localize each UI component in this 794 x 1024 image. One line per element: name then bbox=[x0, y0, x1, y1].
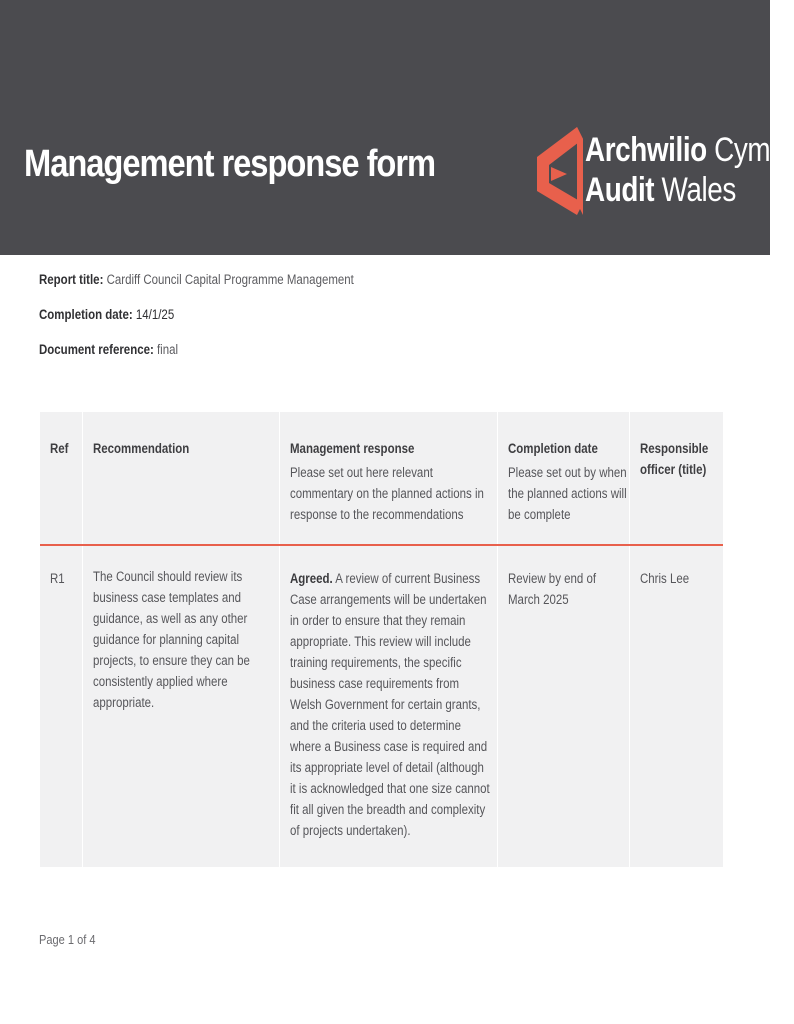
header-responsible-officer-label: Responsible officer (title) bbox=[640, 441, 709, 477]
row-response-text: A review of current Business Case arrangements will be undertaken in order to ensure that they remain appropriate. This review will include training requirements, the specific business case requirements from Welsh Government for certain grants, and the criteria used to determine where a Business case is required and its appropriate level of detail (although it is acknowledged that one size cannot fit all given the breadth and complexity of projects undertaken). bbox=[290, 571, 490, 838]
document-reference-value: final bbox=[156, 342, 179, 357]
logo-cymru: Cymru bbox=[714, 131, 794, 169]
header-completion-date-label: Completion date bbox=[508, 441, 598, 456]
column-divider bbox=[497, 412, 498, 867]
logo-audit: Audit bbox=[585, 171, 655, 209]
header-responsible-officer bbox=[640, 438, 722, 483]
header-management-response-hint: Please set out here relevant commentary on the planned actions in response to the recommendations bbox=[290, 465, 484, 522]
header-recommendation-label: Recommendation bbox=[93, 441, 190, 456]
row-response-agreed: Agreed. bbox=[290, 571, 333, 586]
row-completion-date: Review by end of March 2025 bbox=[508, 571, 597, 607]
completion-date-value: 14/1/25 bbox=[135, 307, 175, 322]
header-ref-label: Ref bbox=[50, 441, 69, 456]
header-management-response bbox=[290, 438, 490, 525]
report-title-line bbox=[39, 272, 354, 287]
logo-wordmark bbox=[585, 130, 794, 210]
header-recommendation bbox=[93, 438, 189, 462]
header-banner bbox=[0, 0, 794, 255]
logo-wales: Wales bbox=[661, 171, 736, 209]
header-completion-date bbox=[508, 438, 627, 525]
audit-wales-logo-icon bbox=[537, 127, 583, 215]
header-completion-date-hint: Please set out by when the planned actions will be complete bbox=[508, 465, 627, 522]
logo-archwilio: Archwilio bbox=[585, 131, 707, 169]
row-management-response bbox=[290, 568, 491, 841]
row-responsible-officer: Chris Lee bbox=[640, 571, 690, 586]
row-recommendation: The Council should review its business case templates and guidance, as well as any other guidance for planning capital projects, to ensure they can be consistently applied where appropriate. bbox=[93, 569, 250, 710]
document-reference-line bbox=[39, 342, 178, 357]
header-row-divider bbox=[40, 544, 723, 546]
completion-date-line bbox=[39, 307, 174, 322]
header-ref bbox=[50, 438, 69, 462]
document-reference-label: Document reference: bbox=[39, 342, 154, 357]
report-title-value: Cardiff Council Capital Programme Management bbox=[106, 272, 354, 287]
management-response-table bbox=[40, 412, 723, 867]
column-divider bbox=[279, 412, 280, 867]
column-divider bbox=[629, 412, 630, 867]
column-divider bbox=[82, 412, 83, 867]
page-number: Page 1 of 4 bbox=[39, 932, 96, 947]
header-management-response-label: Management response bbox=[290, 441, 415, 456]
report-title-label: Report title: bbox=[39, 272, 104, 287]
completion-date-label: Completion date: bbox=[39, 307, 133, 322]
row-ref: R1 bbox=[50, 571, 65, 586]
page-title: Management response form bbox=[24, 143, 436, 185]
